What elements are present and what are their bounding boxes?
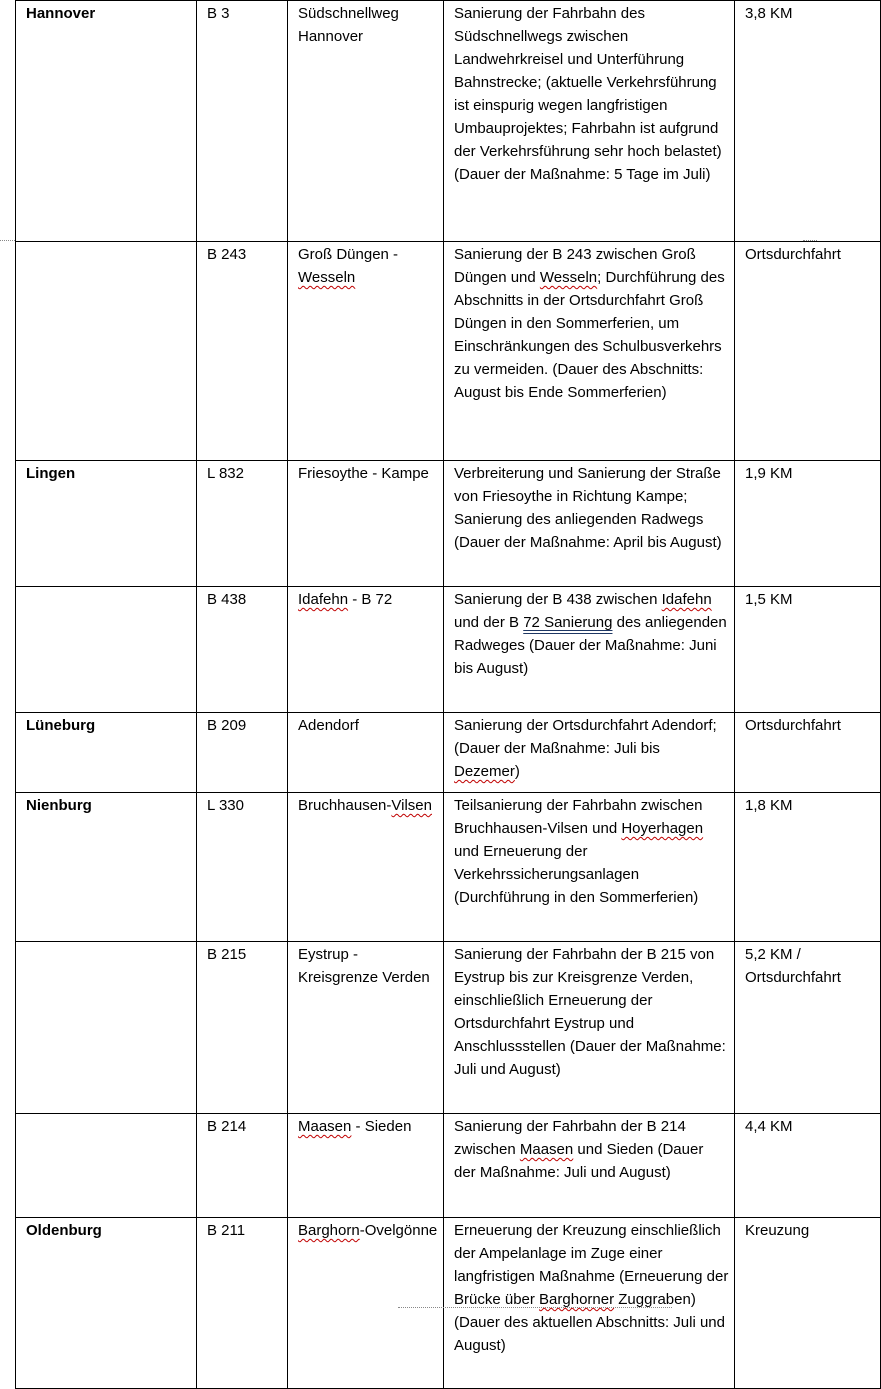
text-fragment: Idafehn xyxy=(298,591,349,608)
region-cell: Hannover xyxy=(16,1,197,242)
text-fragment: Verbreiterung und Sanierung der Straße von Friesoythe in Richtung Kampe; Sanierung des anliegenden Radwegs (Dauer der Maßnahme: April bis August) xyxy=(454,465,722,551)
text-fragment: und Sieden (Dauer der Maßnahme: Juli und August) xyxy=(454,1141,704,1181)
table-row xyxy=(16,587,881,713)
description-cell xyxy=(444,1218,735,1389)
description-cell xyxy=(444,793,735,942)
text-fragment: Adendorf xyxy=(298,717,359,734)
text-fragment: Sanierung der Fahrbahn der B 215 von Eystrup bis zur Kreisgrenze Verden, einschließlich Erneuerung der Ortsdurchfahrt Eystrup und Anschlussstellen (Dauer der Maßnahme: Juli und August) xyxy=(454,946,726,1078)
text-fragment: ) xyxy=(514,763,520,780)
length-cell: 1,5 KM xyxy=(735,587,881,713)
road-number-cell: B 3 xyxy=(197,1,288,242)
text-fragment: Sanierung der B 438 zwischen xyxy=(454,591,662,608)
road-section-cell xyxy=(288,1,444,242)
text-fragment: Sanierung der Ortsdurchfahrt Adendorf; (Dauer der Maßnahme: Juli bis xyxy=(454,717,717,757)
text-fragment: Dezemer xyxy=(454,763,515,780)
road-number-cell: B 209 xyxy=(197,713,288,793)
table-body xyxy=(16,1,881,1389)
text-fragment: Sanierung der Fahrbahn des Südschnellwegs zwischen Landwehrkreisel und Unterführung Bahnstrecke; (aktuelle Verkehrsführung ist einspurig wegen langfristigen Umbauprojektes; Fahrbahn ist aufgrund der Verkehrsführung sehr hoch belastet) (Dauer der Maßnahme: 5 Tage im Juli) xyxy=(454,5,722,183)
road-section-cell xyxy=(288,793,444,942)
text-fragment: Hoyerhagen xyxy=(621,820,704,837)
text-fragment: Eystrup - Kreisgrenze Verden xyxy=(298,946,430,986)
length-cell: 1,8 KM xyxy=(735,793,881,942)
road-number-cell: B 214 xyxy=(197,1114,288,1218)
description-cell xyxy=(444,1114,735,1218)
text-fragment: und Erneuerung der Verkehrssicherungsanlagen (Durchführung in den Sommerferien) xyxy=(454,843,699,906)
road-number-cell: B 211 xyxy=(197,1218,288,1389)
table-row xyxy=(16,1,881,242)
region-cell xyxy=(16,242,197,461)
length-cell: Ortsdurchfahrt xyxy=(735,242,881,461)
road-number-cell: B 243 xyxy=(197,242,288,461)
table-row xyxy=(16,713,881,793)
region-cell: Lingen xyxy=(16,461,197,587)
page-break-marker-right xyxy=(803,240,817,241)
text-fragment: - Sieden xyxy=(351,1118,412,1135)
text-fragment: Groß Düngen - xyxy=(298,246,399,263)
text-fragment: Sanierung der B 243 zwischen Groß Düngen und xyxy=(454,246,696,286)
road-section-cell xyxy=(288,1218,444,1389)
text-fragment: Friesoythe - Kampe xyxy=(298,465,429,482)
text-fragment: Erneuerung der Kreuzung einschließlich der Ampelanlage im Zuge einer langfristigen Maßnahme (Erneuerung der Brücke über xyxy=(454,1222,729,1308)
road-number-cell: L 832 xyxy=(197,461,288,587)
text-fragment: des anliegenden Radweges (Dauer der Maßnahme: Juni bis August) xyxy=(454,614,727,677)
text-fragment: Wesseln xyxy=(539,269,598,286)
page-break-marker-left xyxy=(0,240,15,241)
length-cell: Ortsdurchfahrt xyxy=(735,713,881,793)
text-fragment: und der B xyxy=(454,614,524,631)
text-fragment: Sanierung der Fahrbahn der B 214 zwischen xyxy=(454,1118,686,1158)
text-fragment: Barghorner xyxy=(539,1291,615,1308)
region-cell: Oldenburg xyxy=(16,1218,197,1389)
text-fragment: Bruchhausen- xyxy=(298,797,392,814)
road-section-cell xyxy=(288,587,444,713)
length-cell: 5,2 KM / Ortsdurchfahrt xyxy=(735,942,881,1114)
road-section-cell xyxy=(288,461,444,587)
text-fragment: ; Durchführung des Abschnitts in der Ortsdurchfahrt Groß Düngen in den Sommerferien, um Einschränkungen des Schulbusverkehrs zu vermeiden. (Dauer des Abschnitts: August bis Ende Sommerferien) xyxy=(454,269,725,401)
road-section-cell xyxy=(288,1114,444,1218)
length-cell: 1,9 KM xyxy=(735,461,881,587)
text-fragment: Zuggraben) (Dauer des aktuellen Abschnitts: Juli und August) xyxy=(454,1291,725,1354)
road-section-cell xyxy=(288,242,444,461)
region-cell xyxy=(16,587,197,713)
road-number-cell: B 215 xyxy=(197,942,288,1114)
description-cell xyxy=(444,461,735,587)
region-cell: Lüneburg xyxy=(16,713,197,793)
length-cell: 3,8 KM xyxy=(735,1,881,242)
table-row xyxy=(16,793,881,942)
region-cell xyxy=(16,942,197,1114)
length-cell: Kreuzung xyxy=(735,1218,881,1389)
road-number-cell: B 438 xyxy=(197,587,288,713)
table-row xyxy=(16,1114,881,1218)
road-section-cell xyxy=(288,713,444,793)
description-cell xyxy=(444,587,735,713)
region-cell xyxy=(16,1114,197,1218)
description-cell xyxy=(444,242,735,461)
text-fragment: Südschnellweg Hannover xyxy=(298,5,399,45)
text-fragment: Barghorn xyxy=(298,1222,360,1239)
description-cell xyxy=(444,942,735,1114)
description-cell xyxy=(444,713,735,793)
table-row xyxy=(16,242,881,461)
text-fragment: Wesseln xyxy=(298,269,356,286)
road-section-cell xyxy=(288,942,444,1114)
table-row xyxy=(16,461,881,587)
text-fragment: Maasen xyxy=(519,1141,574,1158)
road-number-cell: L 330 xyxy=(197,793,288,942)
page-break-marker-cell xyxy=(398,1307,672,1308)
table-row xyxy=(16,1218,881,1389)
text-fragment: - B 72 xyxy=(348,591,393,608)
text-fragment: Vilsen xyxy=(391,797,432,814)
text-fragment: 72 Sanierung xyxy=(523,614,613,631)
region-cell: Nienburg xyxy=(16,793,197,942)
length-cell: 4,4 KM xyxy=(735,1114,881,1218)
text-fragment: Idafehn xyxy=(661,591,712,608)
description-cell xyxy=(444,1,735,242)
table-row xyxy=(16,942,881,1114)
text-fragment: -Ovelgönne xyxy=(359,1222,438,1239)
text-fragment: Maasen xyxy=(298,1118,352,1135)
construction-table xyxy=(15,0,881,1389)
text-fragment: Teilsanierung der Fahrbahn zwischen Bruchhausen-Vilsen und xyxy=(454,797,703,837)
